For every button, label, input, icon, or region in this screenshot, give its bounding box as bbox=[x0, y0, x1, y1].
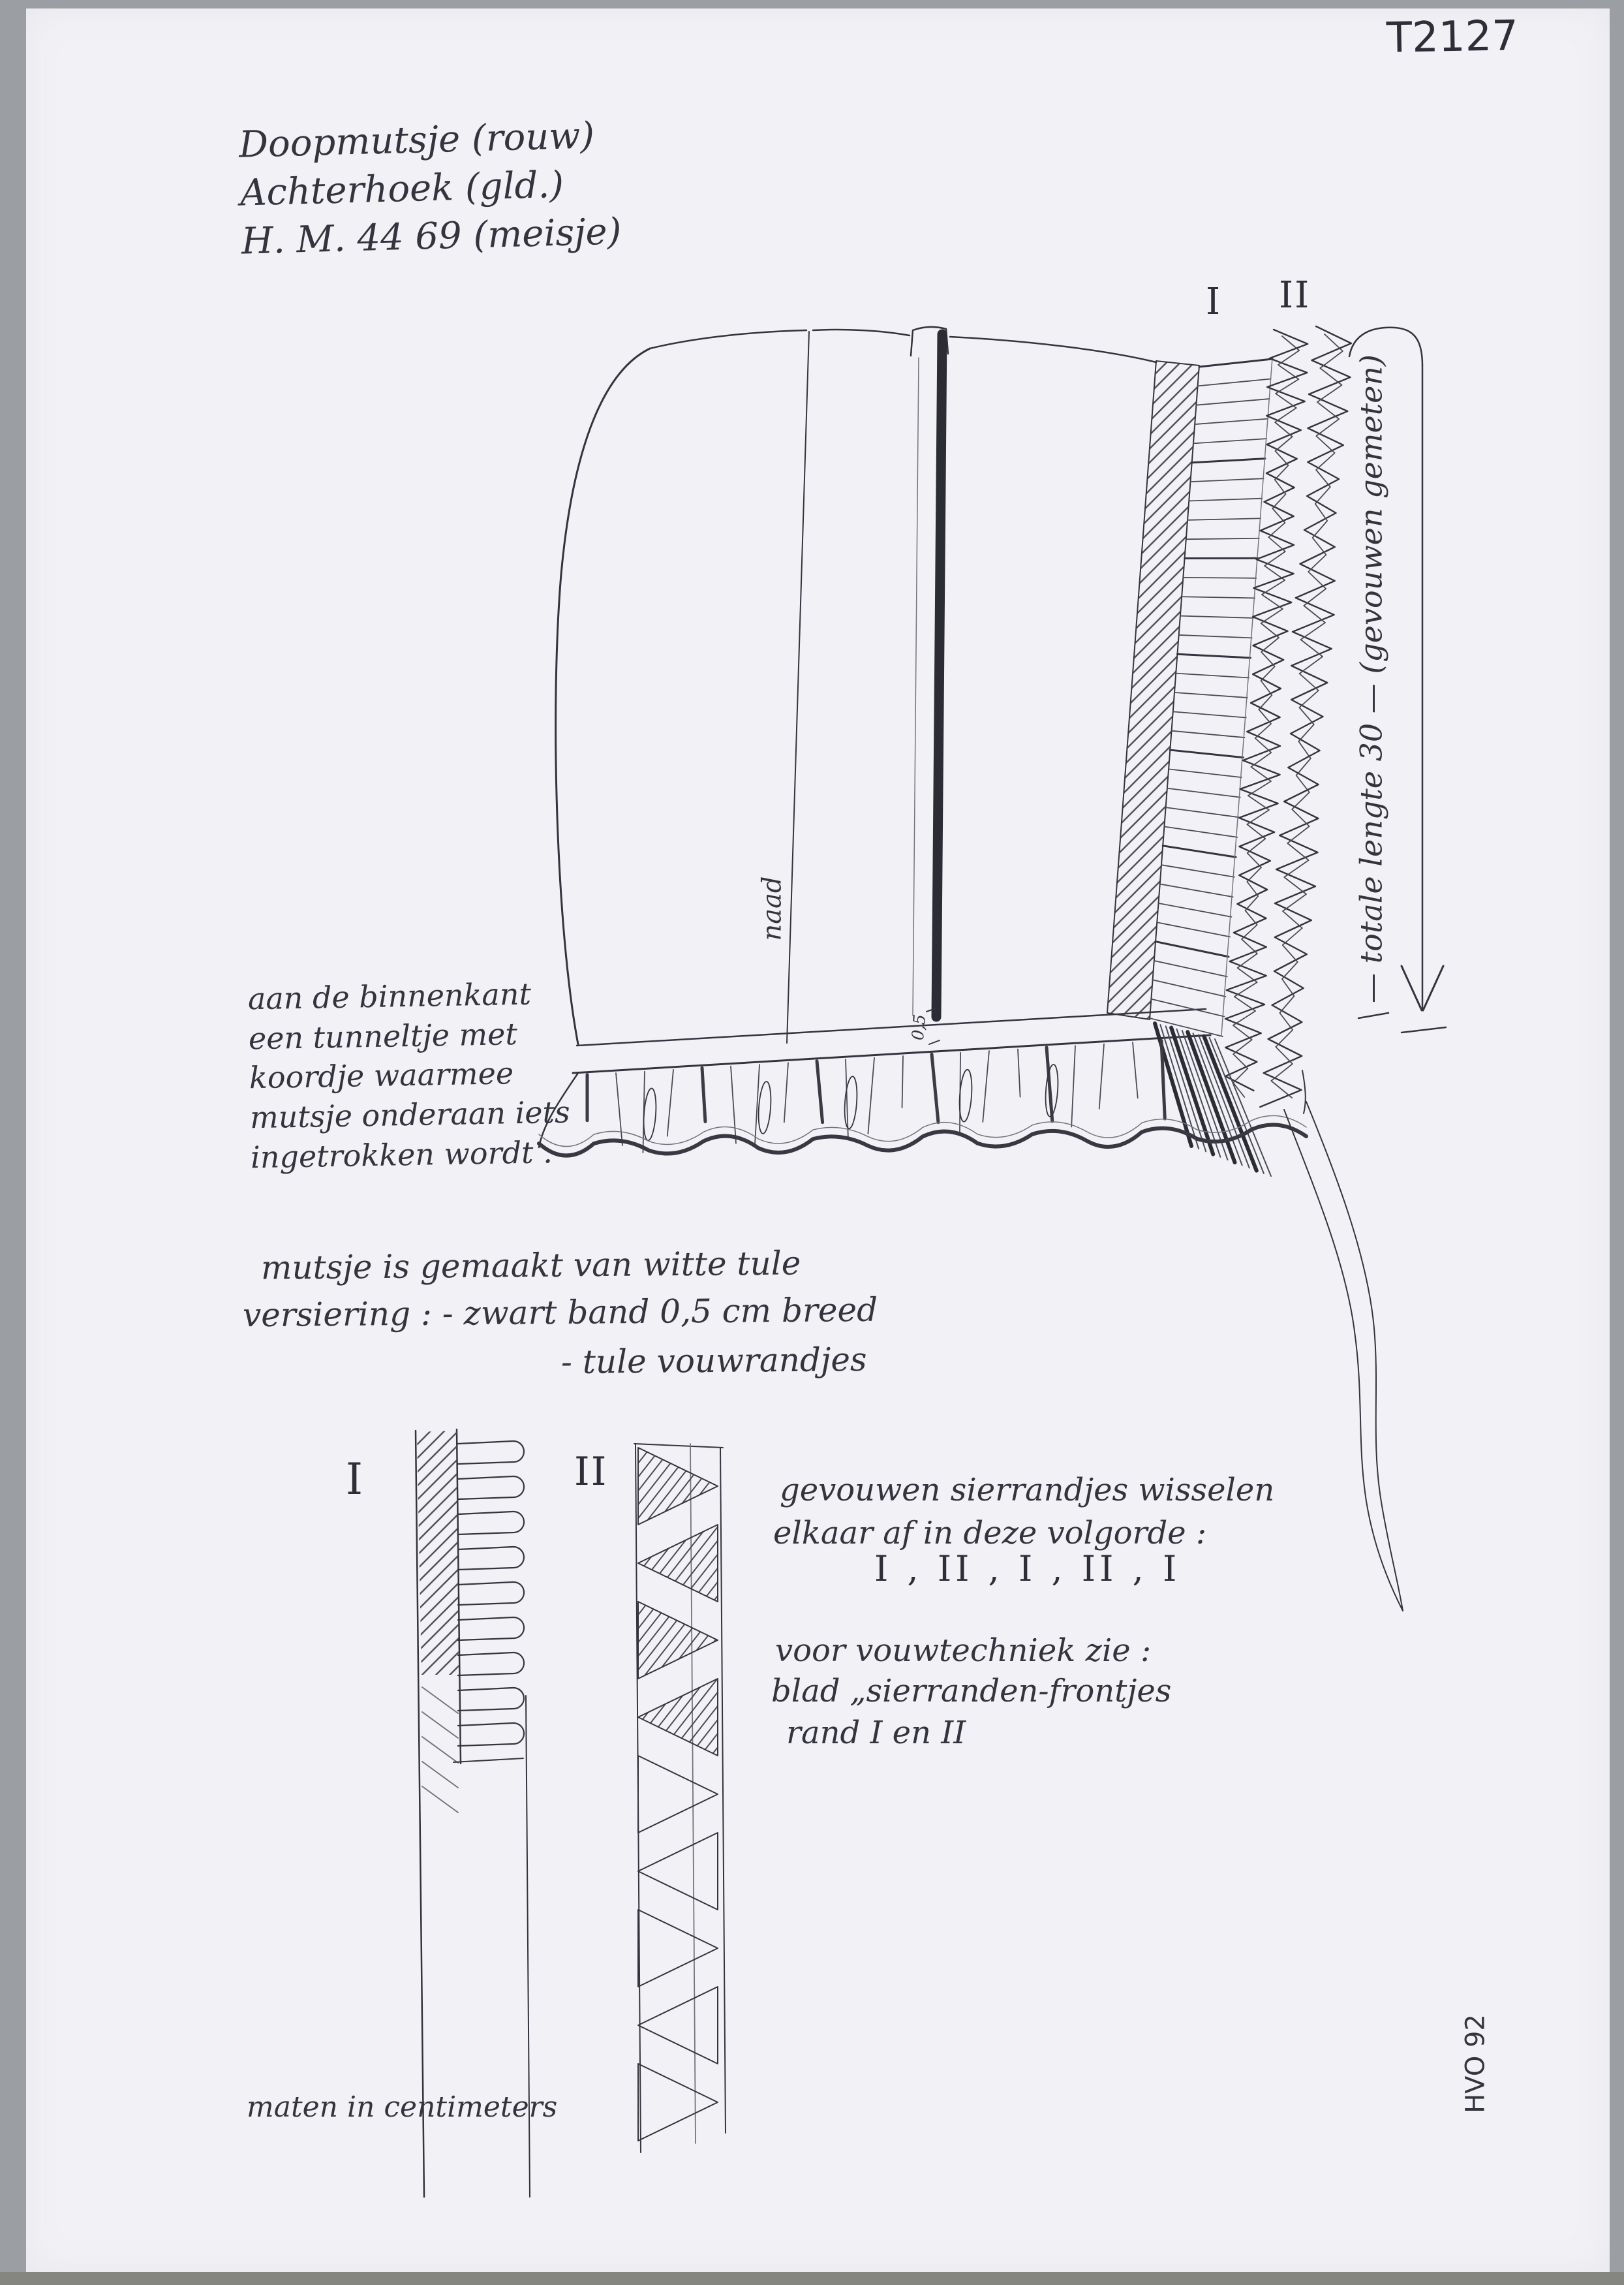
title-line-2: Achterhoek (gld.) bbox=[239, 163, 564, 215]
units-note: maten in centimeters bbox=[247, 2091, 558, 2124]
title-block bbox=[238, 111, 622, 266]
material-note-line-3: - tule vouwrandjes bbox=[560, 1340, 867, 1382]
material-note-line-2: versiering : - zwart band 0,5 cm breed bbox=[242, 1290, 878, 1335]
inner-cord-line: aan de binnenkant bbox=[247, 976, 532, 1017]
technique-note-line-1: voor vouwtechniek zie : bbox=[775, 1632, 1152, 1669]
length-dimension-label: — totale lengte 30 — (gevouwen gemeten) bbox=[1353, 354, 1389, 1003]
title-line-3: H. M. 44 69 (meisje) bbox=[241, 210, 622, 263]
inner-cord-line: ingetrokken wordt . bbox=[250, 1134, 553, 1175]
seam-label: naad bbox=[757, 876, 788, 941]
inner-cord-line: mutsje onderaan iets bbox=[249, 1094, 571, 1136]
signature-label: HVO 92 bbox=[1460, 2014, 1491, 2113]
detail-figure-border-1 bbox=[416, 1429, 530, 2197]
material-note-line-1: mutsje is gemaakt van witte tule bbox=[260, 1244, 801, 1287]
frill-border-mark-2: II bbox=[1279, 274, 1311, 317]
frill-border-mark-1: I bbox=[1206, 281, 1221, 323]
inner-cord-note bbox=[247, 974, 571, 1177]
inner-cord-line: een tunneltje met bbox=[248, 1016, 518, 1057]
detail-figure-border-2 bbox=[634, 1444, 726, 2153]
detail-figure-mark-1: I bbox=[346, 1454, 363, 1504]
band-width-label: 0,5 bbox=[908, 1013, 930, 1042]
inner-cord-line: koordje waarmee bbox=[249, 1055, 514, 1096]
detail-figure-mark-2: II bbox=[574, 1449, 608, 1495]
inventory-number: T2127 bbox=[1386, 12, 1519, 63]
ribbon-tie bbox=[1284, 1102, 1403, 1611]
technique-note-line-3: rand I en II bbox=[786, 1715, 966, 1751]
border-order-line-1: gevouwen sierrandjes wisselen bbox=[780, 1472, 1275, 1508]
border-order-sequence: I , II , I , II , I bbox=[874, 1548, 1181, 1589]
main-cap-figure bbox=[539, 326, 1351, 1176]
border-order-line-2: elkaar af in deze volgorde : bbox=[773, 1515, 1207, 1551]
title-line-1: Doopmutsje (rouw) bbox=[238, 114, 595, 166]
technique-note-line-2: blad „sierranden-frontjes bbox=[771, 1673, 1172, 1709]
